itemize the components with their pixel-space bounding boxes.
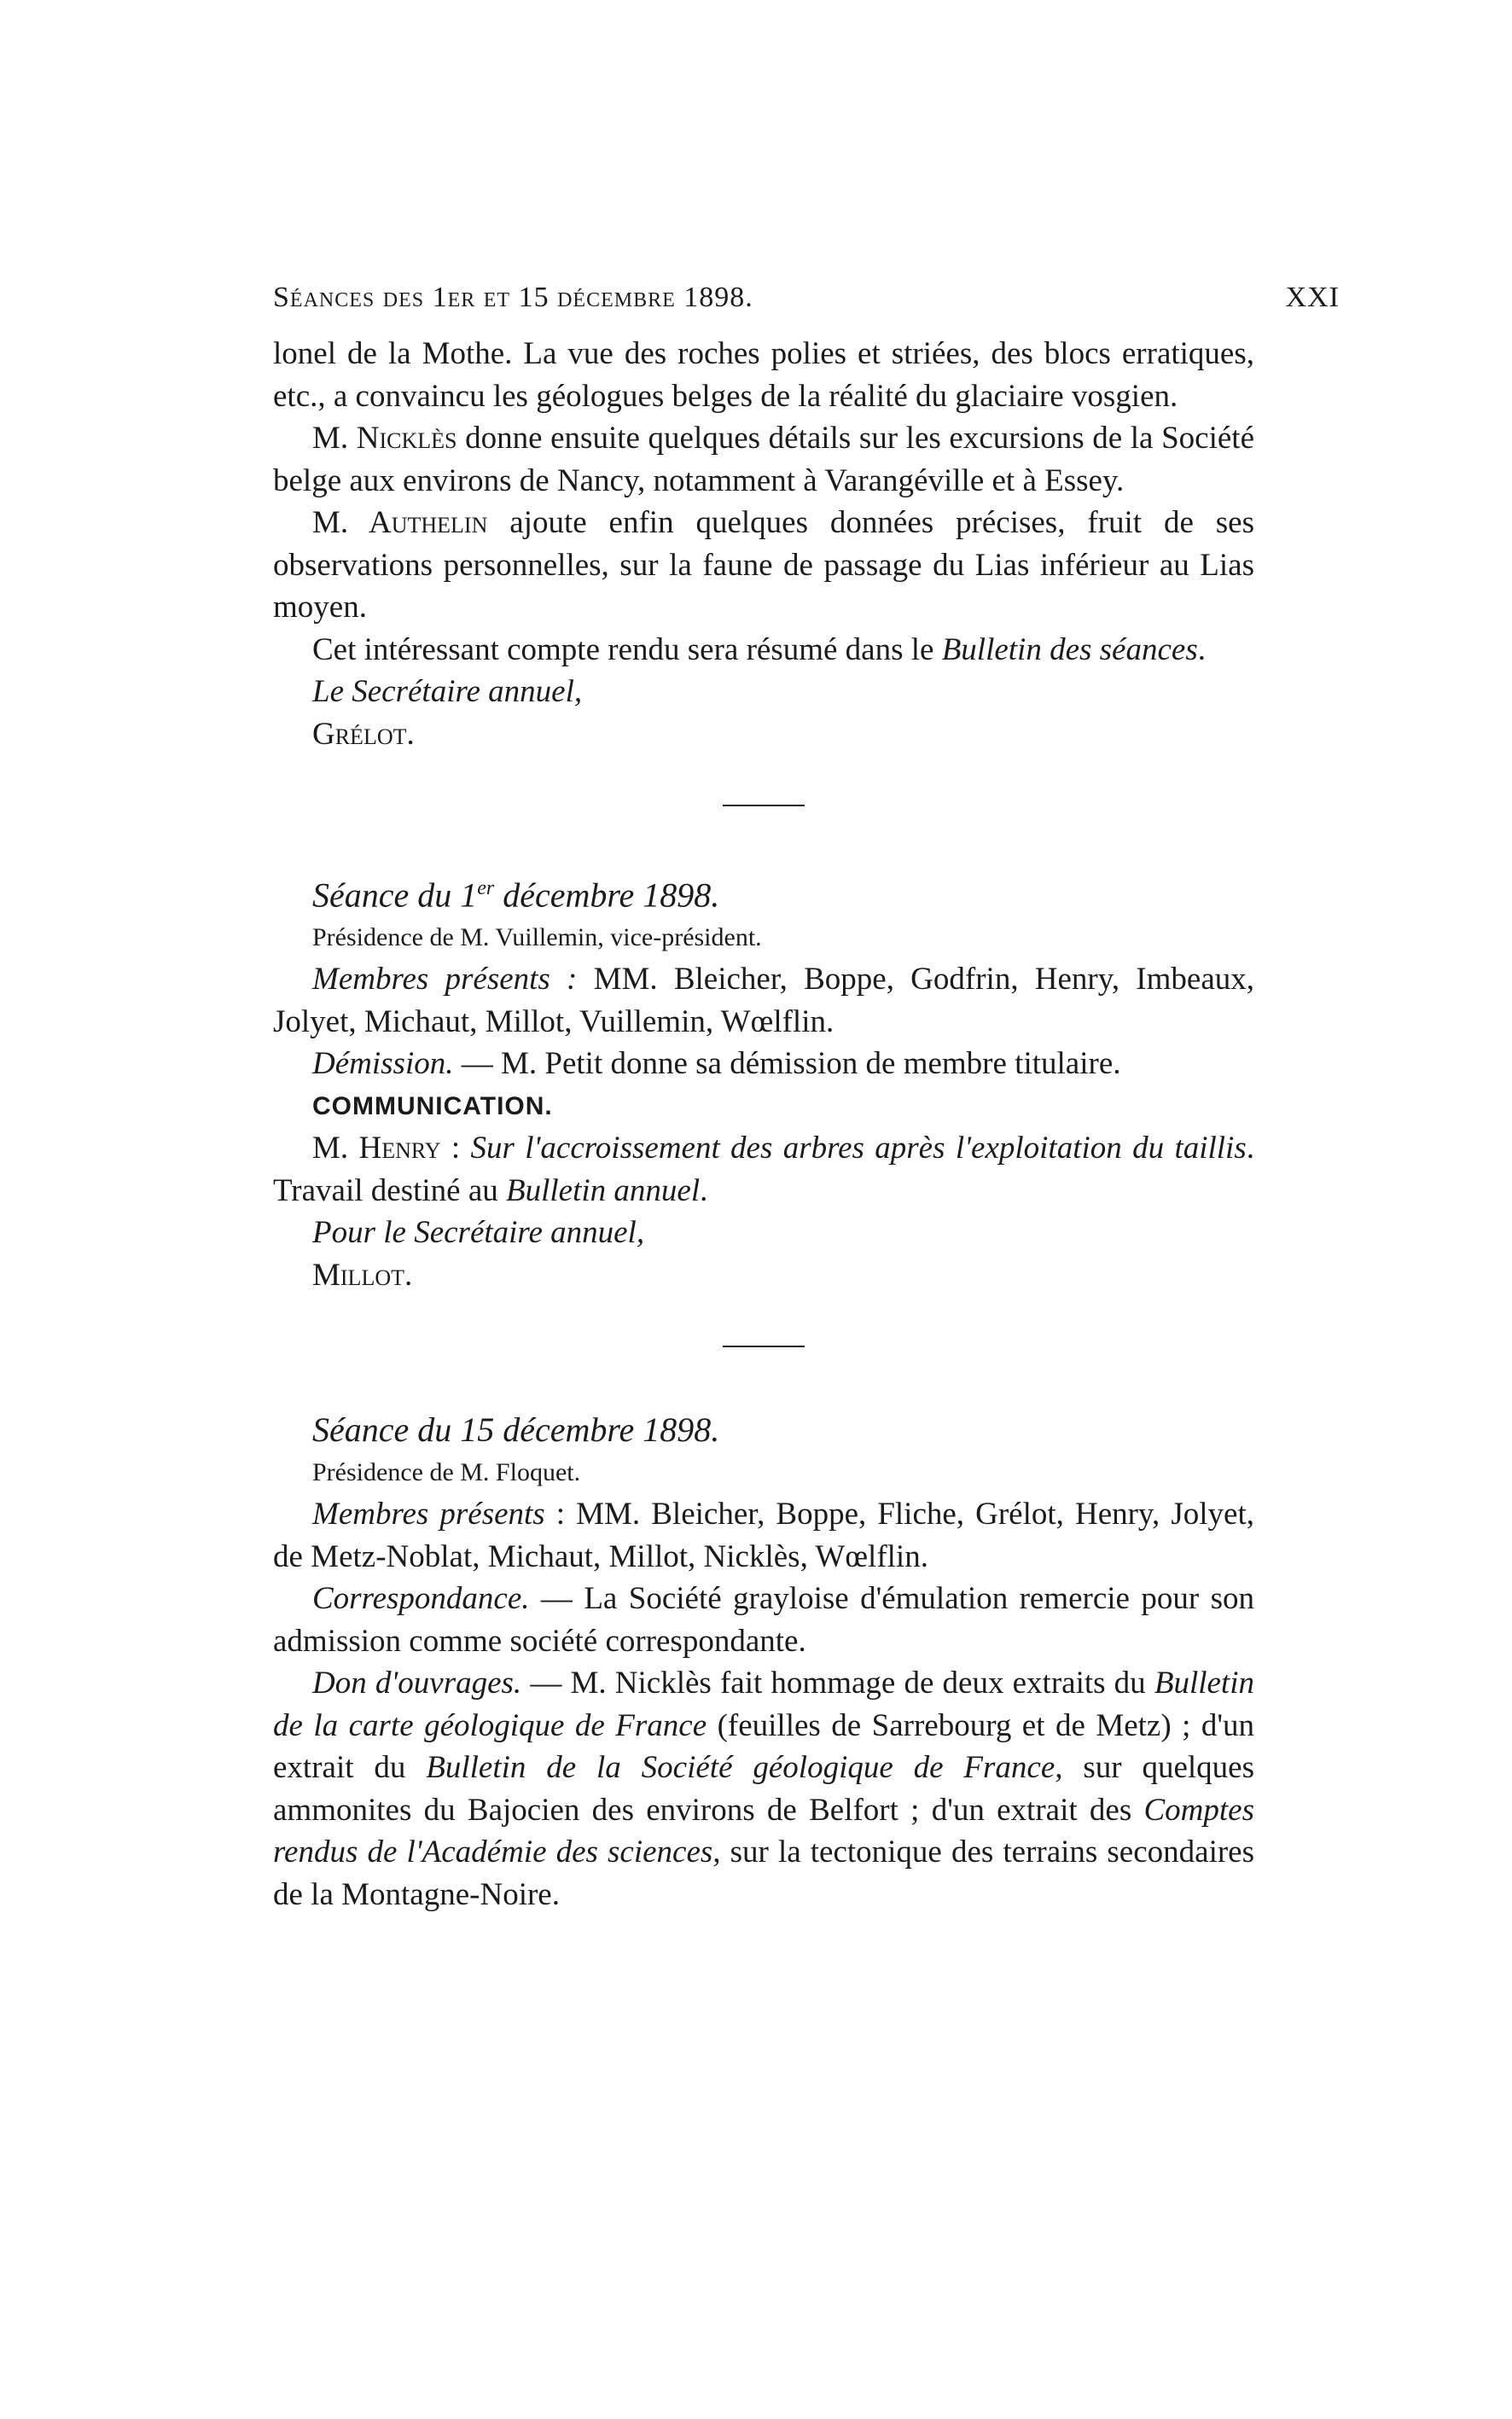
paragraph-text: . Travail destiné au	[273, 1131, 1254, 1208]
paragraph-text: (feuilles de Sarrebourg et de Metz) ; d'un extrait du	[273, 1707, 1254, 1786]
section-divider	[723, 1346, 805, 1347]
presidence-line: Présidence de M. Floquet.	[312, 1457, 581, 1486]
correspondance-text: — La Société grayloise d'émulation remercie pour son admission comme société correspondante.	[273, 1581, 1254, 1659]
page-number: XXI	[1285, 282, 1340, 313]
correspondance-label: Correspondance.	[312, 1581, 530, 1617]
seance-title-sup: er	[477, 877, 495, 899]
signature-title: Pour le Secrétaire annuel,	[312, 1215, 645, 1251]
paragraph-text: Cet intéressant compte rendu sera résumé dans le	[312, 631, 942, 667]
paragraph-communication	[273, 1127, 1254, 1212]
colon: :	[440, 1131, 471, 1166]
bulletin-title: Bulletin des séances	[941, 631, 1198, 667]
paragraph-text: ajoute enfin quelques données précises, fruit de ses observations personnelles, sur la faune de passage du Lias inférieur au Lias moyen.	[273, 505, 1254, 625]
paragraph-text: sur quelques ammonites du Bajocien des environs de Belfort ; d'un extrait des	[273, 1750, 1254, 1828]
membres-label: Membres présents :	[312, 962, 578, 997]
paragraph-continuation	[273, 333, 1254, 417]
paragraph-authelin	[273, 502, 1254, 629]
demission-text: — M. Petit donne sa démission de membre titulaire.	[453, 1046, 1121, 1082]
paragraph-compte-rendu	[273, 629, 1254, 672]
running-title: Séances des 1er et 15 décembre 1898.	[273, 282, 753, 313]
seance-title-text: Séance du 1	[312, 875, 478, 915]
signature-title: Le Secrétaire annuel,	[312, 674, 583, 709]
speaker-name: M. Henry	[312, 1131, 441, 1166]
paragraph-end: .	[1197, 631, 1206, 667]
membres-list: : MM. Bleicher, Boppe, Fliche, Grélot, Henry, Jolyet, de Metz-Noblat, Michaut, Millot, Nicklès, Wœlflin.	[273, 1497, 1254, 1574]
body-text	[273, 333, 1254, 1916]
paragraph-nickles	[273, 417, 1254, 502]
running-header	[273, 282, 1340, 324]
section-divider	[723, 805, 805, 806]
bulletin-title: Bulletin annuel	[506, 1172, 701, 1208]
communication-title: Sur l'accroissement des arbres après l'exploitation du taillis	[470, 1131, 1247, 1166]
communication-heading: COMMUNICATION.	[312, 1091, 553, 1120]
paragraph-don-ouvrages	[273, 1662, 1254, 1916]
paragraph-demission	[273, 1043, 1254, 1085]
paragraph-text: donne ensuite quelques détails sur les excursions de la Société belge aux environs de Nancy, notamment à Varangéville et à Essey.	[273, 421, 1254, 498]
membres-list: MM. Bleicher, Boppe, Godfrin, Henry, Imbeaux, Jolyet, Michaut, Millot, Vuillemin, Wœlflin.	[273, 962, 1254, 1039]
seance-title	[273, 868, 1254, 916]
paragraph-end: .	[700, 1172, 708, 1208]
paragraph-text: sur la tectonique des terrains secondaires de la Montagne-Noire.	[273, 1835, 1254, 1912]
paragraph-text: — M. Nicklès fait hommage de deux extraits du	[521, 1666, 1154, 1701]
don-label: Don d'ouvrages.	[312, 1666, 522, 1701]
speaker-name: M. Authelin	[312, 505, 488, 540]
signature-name: Millot.	[312, 1257, 413, 1293]
membres-label: Membres présents	[312, 1497, 545, 1532]
signature-name: Grélot.	[312, 716, 415, 752]
publication-title: Comptes rendus de l'Académie des sciences,	[273, 1792, 1254, 1870]
seance-title: Séance du 15 décembre 1898.	[312, 1410, 720, 1450]
paragraph-text: lonel de la Mothe. La vue des roches polies et striées, des blocs erratiques, etc., a convaincu les géologues belges de la réalité du glaciaire vosgien.	[273, 336, 1254, 414]
paragraph-membres	[273, 1493, 1254, 1578]
demission-label: Démission.	[312, 1046, 454, 1082]
presidence-line: Présidence de M. Vuillemin, vice-président.	[312, 922, 762, 951]
seance-title-date: décembre 1898.	[494, 875, 720, 915]
publication-title: Bulletin de la carte géologique de France	[273, 1666, 1254, 1743]
publication-title: Bulletin de la Société géologique de France,	[426, 1750, 1063, 1786]
paragraph-membres	[273, 958, 1254, 1043]
paragraph-correspondance	[273, 1578, 1254, 1662]
speaker-name: M. Nicklès	[312, 421, 457, 456]
